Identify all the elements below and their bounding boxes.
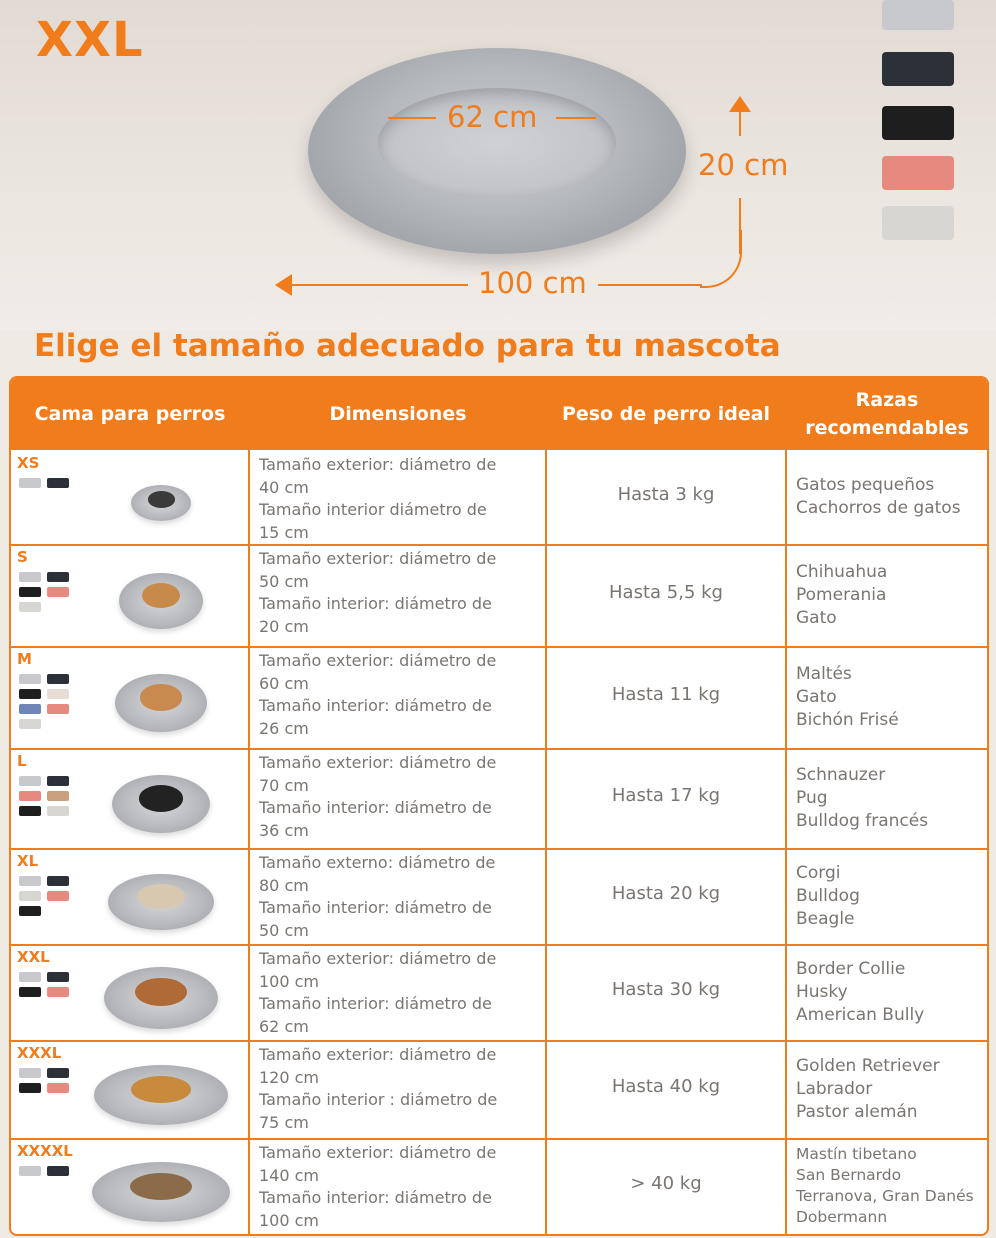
- breed-item: Schnauzer: [796, 764, 886, 785]
- color-option-swatch[interactable]: [19, 674, 41, 684]
- row-size-label: XS: [17, 454, 40, 472]
- dimension-line: Tamaño interior: diámetro de: [259, 696, 492, 715]
- color-option-swatch[interactable]: [19, 572, 41, 582]
- breed-item: Pug: [796, 787, 828, 808]
- header-dimensions: Dimensiones: [329, 403, 467, 425]
- dimension-line: Tamaño exterior: diámetro de: [259, 549, 497, 568]
- breed-item: Gatos pequeños: [796, 475, 935, 495]
- arrow-left-icon: [275, 274, 292, 296]
- color-option-swatch[interactable]: [47, 704, 69, 714]
- weight-cell: Hasta 40 kg: [611, 1076, 721, 1097]
- dimensions-cell: [259, 752, 539, 842]
- breed-item: Border Collie: [796, 958, 906, 979]
- color-option-swatch[interactable]: [47, 572, 69, 582]
- inner-diameter-label: 62 cm: [447, 100, 538, 134]
- breed-item: Corgi: [796, 862, 841, 883]
- table-row: [11, 748, 987, 848]
- inner-dimension-line-right: [556, 117, 596, 119]
- table-row: [11, 1138, 987, 1234]
- breed-item: Cachorros de gatos: [796, 498, 961, 518]
- table-row: [11, 944, 987, 1040]
- weight-cell: Hasta 11 kg: [611, 684, 721, 705]
- product-hero: [0, 0, 996, 330]
- dimension-line: Tamaño interior: diámetro de: [259, 898, 492, 917]
- size-table: [9, 376, 989, 1236]
- row-size-label: XL: [17, 852, 39, 870]
- color-option-swatch[interactable]: [47, 891, 69, 901]
- row-size-label: L: [17, 752, 27, 770]
- breed-item: Bulldog: [796, 885, 860, 906]
- breeds-cell: [796, 474, 986, 520]
- dimension-line: 50 cm: [259, 571, 309, 591]
- breed-item: Dobermann: [796, 1208, 888, 1226]
- row-size-label: XXL: [17, 948, 50, 966]
- row-size-label: S: [17, 548, 28, 566]
- row-divider: [11, 646, 987, 648]
- color-option-swatch[interactable]: [19, 602, 41, 612]
- table-header: [11, 378, 987, 450]
- color-option-swatch[interactable]: [47, 876, 69, 886]
- section-title: Elige el tamaño adecuado para tu mascota: [34, 328, 781, 364]
- breed-item: Golden Retriever: [796, 1055, 940, 1076]
- breed-item: Chihuahua: [796, 561, 888, 582]
- pet-bed-image: [308, 48, 686, 254]
- breed-item: Mastín tibetano: [796, 1145, 917, 1163]
- row-divider: [11, 848, 987, 850]
- dimension-line: 62 cm: [259, 1016, 309, 1036]
- breed-item: Maltés: [796, 663, 852, 684]
- weight-cell: Hasta 3 kg: [617, 484, 715, 505]
- height-dimension-line: [739, 110, 741, 136]
- outer-dimension-line-right: [598, 284, 702, 286]
- color-option-swatch[interactable]: [47, 776, 69, 786]
- weight-cell: Hasta 17 kg: [611, 785, 721, 806]
- dimension-line: 120 cm: [259, 1067, 320, 1087]
- arrow-up-icon: [729, 96, 751, 112]
- breeds-cell: [796, 1055, 986, 1124]
- dimensions-cell: [259, 948, 539, 1038]
- header-breeds: Razas recomendables: [805, 389, 969, 439]
- dimension-line: Tamaño exterior: diámetro de: [259, 1143, 497, 1162]
- color-swatch-light-grey[interactable]: [882, 0, 954, 30]
- color-swatch-pink[interactable]: [882, 156, 954, 190]
- table-row: [11, 646, 987, 748]
- color-option-swatch[interactable]: [47, 587, 69, 597]
- dimension-line: 75 cm: [259, 1112, 309, 1132]
- row-size-label: M: [17, 650, 32, 668]
- breed-item: Terranova, Gran Danés: [796, 1187, 974, 1205]
- breed-item: San Bernardo: [796, 1166, 902, 1184]
- weight-cell: Hasta 30 kg: [611, 979, 721, 1000]
- dimensions-cell: [259, 1142, 539, 1232]
- color-option-swatch[interactable]: [19, 478, 41, 488]
- table-row: [11, 848, 987, 944]
- dimensions-cell: [259, 852, 539, 942]
- breeds-cell: [796, 1144, 986, 1228]
- color-option-swatch[interactable]: [19, 776, 41, 786]
- pet-animal-icon: [148, 491, 175, 507]
- dimension-line: 60 cm: [259, 673, 309, 693]
- color-option-swatch[interactable]: [47, 1083, 69, 1093]
- color-option-swatch[interactable]: [19, 689, 41, 699]
- row-divider: [11, 1138, 987, 1140]
- breed-item: Beagle: [796, 908, 855, 929]
- breed-item: Labrador: [796, 1078, 873, 1099]
- color-option-swatch[interactable]: [19, 972, 41, 982]
- dimension-line: 40 cm: [259, 477, 309, 497]
- dimensions-cell: [259, 454, 539, 544]
- breed-item: Pomerania: [796, 584, 887, 605]
- row-size-label: XXXXL: [17, 1142, 73, 1160]
- dimension-line: 100 cm: [259, 971, 320, 991]
- color-swatch-navy[interactable]: [882, 52, 954, 86]
- header-bed: Cama para perros: [34, 403, 226, 425]
- dimension-line: 100 cm: [259, 1210, 320, 1230]
- color-option-swatch[interactable]: [19, 1068, 41, 1078]
- dimension-line: 26 cm: [259, 718, 309, 738]
- height-label: 20 cm: [698, 148, 789, 182]
- color-option-swatch[interactable]: [19, 806, 41, 816]
- row-size-label: XXXL: [17, 1044, 62, 1062]
- outer-dimension-line-left: [292, 284, 468, 286]
- color-option-swatch[interactable]: [47, 791, 69, 801]
- dimension-line: Tamaño interior : diámetro de: [259, 1090, 498, 1109]
- breed-item: Bulldog francés: [796, 810, 929, 831]
- breed-item: Pastor alemán: [796, 1101, 918, 1122]
- dimension-line: Tamaño interior: diámetro de: [259, 798, 492, 817]
- dimension-line: Tamaño interior diámetro de: [259, 500, 487, 519]
- row-divider: [11, 544, 987, 546]
- pet-animal-icon: [140, 684, 181, 710]
- color-option-swatch[interactable]: [47, 674, 69, 684]
- dimensions-cell: [259, 548, 539, 638]
- color-option-swatch[interactable]: [47, 806, 69, 816]
- row-divider: [11, 1040, 987, 1042]
- row-divider: [11, 748, 987, 750]
- pet-animal-icon: [142, 583, 180, 608]
- breeds-cell: [796, 764, 986, 833]
- dimension-line: Tamaño interior: diámetro de: [259, 994, 492, 1013]
- breeds-cell: [796, 958, 986, 1027]
- breed-item: Gato: [796, 607, 837, 628]
- dimension-line: 80 cm: [259, 875, 309, 895]
- breed-item: Gato: [796, 686, 837, 707]
- inner-dimension-line-left: [388, 117, 436, 119]
- dimension-line: 15 cm: [259, 522, 309, 542]
- pet-animal-icon: [130, 1173, 192, 1200]
- color-option-swatch[interactable]: [47, 1068, 69, 1078]
- color-option-swatch[interactable]: [19, 1083, 41, 1093]
- dimension-line: 140 cm: [259, 1165, 320, 1185]
- pet-animal-icon: [137, 884, 185, 909]
- color-option-swatch[interactable]: [19, 587, 41, 597]
- breed-item: Bichón Frisé: [796, 709, 899, 730]
- color-option-swatch[interactable]: [19, 719, 41, 729]
- dimensions-cell: [259, 650, 539, 740]
- table-row: [11, 544, 987, 646]
- outer-diameter-label: 100 cm: [478, 266, 587, 300]
- breeds-cell: [796, 663, 986, 732]
- breed-item: American Bully: [796, 1004, 925, 1025]
- color-option-swatch[interactable]: [47, 478, 69, 488]
- color-swatch-cream[interactable]: [882, 206, 954, 240]
- header-weight: Peso de perro ideal: [561, 403, 771, 425]
- pet-animal-icon: [135, 978, 186, 1006]
- dimension-line: Tamaño interior: diámetro de: [259, 594, 492, 613]
- breed-item: Husky: [796, 981, 848, 1002]
- color-option-swatch[interactable]: [19, 876, 41, 886]
- pet-animal-icon: [139, 785, 183, 811]
- color-option-swatch[interactable]: [47, 987, 69, 997]
- dimension-line: Tamaño exterior: diámetro de: [259, 651, 497, 670]
- color-option-swatch[interactable]: [47, 972, 69, 982]
- color-option-swatch[interactable]: [19, 987, 41, 997]
- color-option-swatch[interactable]: [47, 689, 69, 699]
- color-option-swatch[interactable]: [19, 791, 41, 801]
- breeds-cell: [796, 561, 986, 630]
- dimension-line: Tamaño exterior: diámetro de: [259, 1045, 497, 1064]
- color-option-swatch[interactable]: [47, 1166, 69, 1176]
- dimension-line: Tamaño exterior: diámetro de: [259, 455, 497, 474]
- weight-cell: Hasta 5,5 kg: [609, 582, 723, 603]
- weight-cell: Hasta 20 kg: [611, 883, 721, 904]
- color-option-swatch[interactable]: [19, 704, 41, 714]
- color-swatch-black[interactable]: [882, 106, 954, 140]
- color-option-swatch[interactable]: [19, 891, 41, 901]
- breeds-cell: [796, 862, 986, 931]
- dimension-line: 70 cm: [259, 775, 309, 795]
- weight-cell: > 40 kg: [630, 1173, 702, 1194]
- row-divider: [11, 944, 987, 946]
- dimension-line: Tamaño exterior: diámetro de: [259, 753, 497, 772]
- dimension-line: Tamaño exterior: diámetro de: [259, 949, 497, 968]
- pet-animal-icon: [131, 1076, 191, 1103]
- color-option-swatch[interactable]: [19, 906, 41, 916]
- dimension-line: 20 cm: [259, 616, 309, 636]
- dimensions-cell: [259, 1044, 539, 1134]
- hero-size-label: XXL: [36, 12, 144, 68]
- dimension-line: Tamaño interior: diámetro de: [259, 1188, 492, 1207]
- dimension-line: 36 cm: [259, 820, 309, 840]
- table-row: [11, 1040, 987, 1138]
- dimension-line: Tamaño externo: diámetro de: [259, 853, 496, 872]
- color-option-swatch[interactable]: [19, 1166, 41, 1176]
- table-row: [11, 450, 987, 544]
- dimension-line: 50 cm: [259, 920, 309, 940]
- outer-dimension-curve: [700, 230, 742, 288]
